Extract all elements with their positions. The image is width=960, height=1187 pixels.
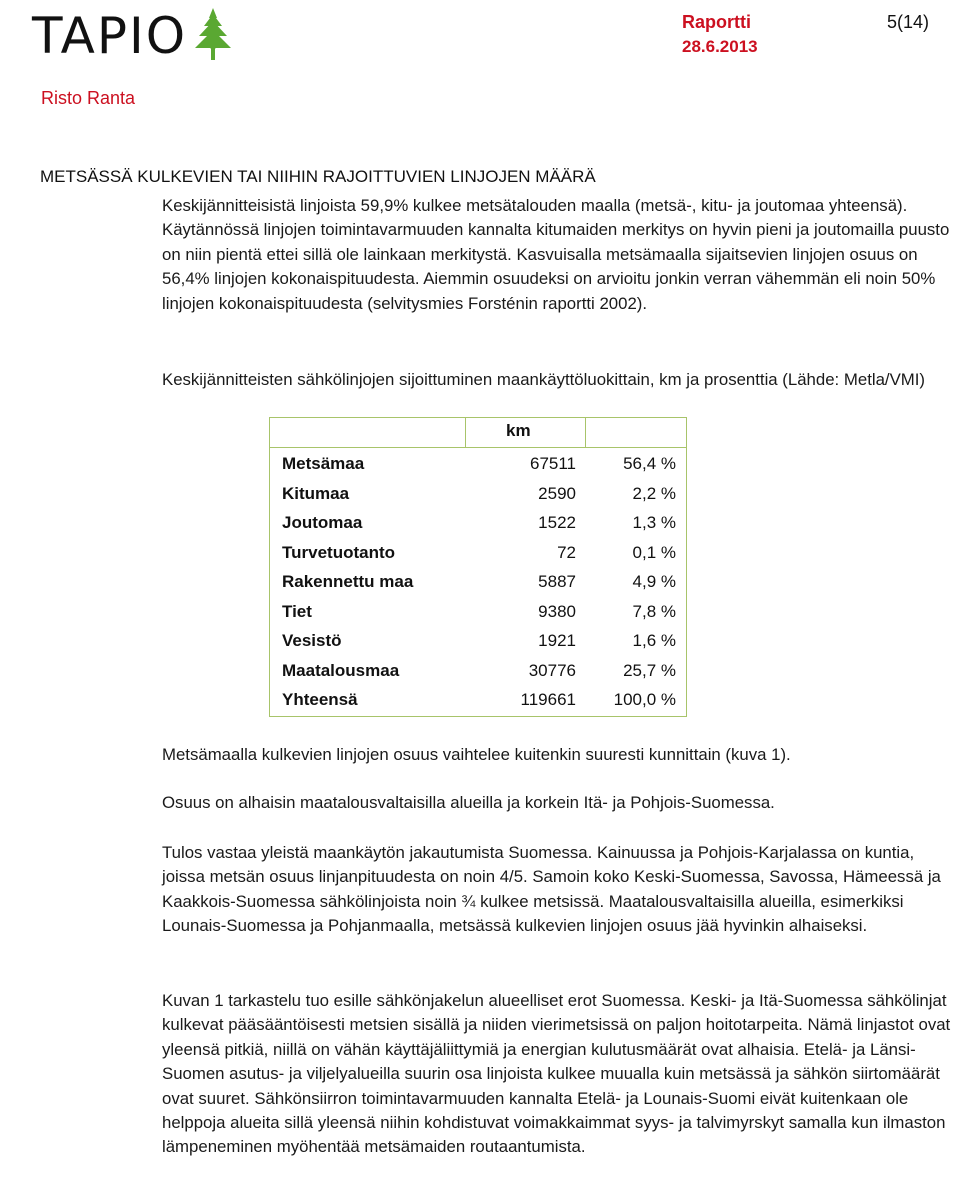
- paragraph-regional-differences: Kuvan 1 tarkastelu tuo esille sähkönjakelun alueelliset erot Suomessa. Keski- ja Itä-Suomessa sähkölinjat kulkevat pääsääntöisesti metsien sisällä ja niiden vierimetsissä on paljon hoitotarpeita. Nämä linjastot ovat yleensä pitkiä, niillä on vähän käyttäjäliittymiä ja energian kulutusmäärät ovat alhaisia. Etelä- ja Länsi-Suomen asutus- ja viljelyalueilla suurin osa linjoista kulkee muualla kuin metsässä ja sähkön siirtomäärät ovat suuret. Sähkönsiirron toimintavarmuuden kannalta Etelä- ja Lounais-Suomi eivät kuitenkaan ole helppoja alueita sillä yleensä niihin kohdistuvat voimakkaimmat syys- ja talvimyrskyt samalla kun ilmaston lämpeneminen myöhentää metsämaiden routaantumista.: [162, 991, 951, 1157]
- table-caption: Keskijännitteisten sähkölinjojen sijoittuminen maankäyttöluokittain, km ja prosenttia (Lähde: Metla/VMI): [162, 370, 925, 389]
- row-percent: 2,2 %: [632, 483, 676, 503]
- row-km: 72: [557, 542, 576, 562]
- report-label: Raportti: [682, 12, 751, 32]
- row-name: Metsämaa: [282, 454, 365, 473]
- row-km: 5887: [538, 572, 576, 591]
- table-row: [270, 599, 686, 629]
- land-use-table: [269, 417, 687, 717]
- row-km: 1921: [538, 631, 576, 650]
- row-km: 30776: [528, 660, 576, 680]
- row-percent: 7,8 %: [632, 601, 676, 621]
- row-percent: 1,6 %: [632, 631, 676, 650]
- paragraph-intro: Keskijännitteisistä linjoista 59,9% kulkee metsätalouden maalla (metsä-, kitu- ja joutomaa yhteensä). Käytännössä linjojen toimintavarmuuden kannalta kitumaiden merkitys on hyvin pieni ja joutomailla puusto on niin pientä ettei sillä ole lainkaan merkitystä. Kasvuisalla metsämaalla sijaitsevien linjojen osuus on 56,4% linjojen kokonaispituudesta. Aiemmin osuudeksi on arvioitu jonkin verran vähemmän eli noin 50% linjojen kokonaispituudesta (selvitysmies Forsténin raportti 2002).: [162, 196, 950, 313]
- row-name: Maatalousmaa: [282, 660, 400, 680]
- row-percent: 1,3 %: [632, 513, 676, 532]
- table-row: [270, 481, 686, 511]
- author-name: Risto Ranta: [41, 88, 136, 108]
- row-percent: 56,4 %: [623, 454, 676, 473]
- table-row: [270, 510, 686, 540]
- row-name: Tiet: [282, 601, 312, 621]
- table-row: [270, 628, 686, 658]
- row-percent: 100,0 %: [613, 690, 676, 709]
- row-name: Kitumaa: [282, 483, 350, 503]
- page-number: 5(14): [887, 12, 930, 32]
- table-header-row: [270, 418, 686, 448]
- row-name: Yhteensä: [282, 690, 358, 709]
- row-name: Turvetuotanto: [282, 542, 396, 562]
- table-row: [270, 569, 686, 599]
- row-percent: 4,9 %: [632, 572, 676, 591]
- row-percent: 25,7 %: [623, 660, 676, 680]
- row-name: Vesistö: [282, 631, 342, 650]
- row-km: 67511: [529, 454, 576, 473]
- logo-text: TAPIO: [32, 7, 188, 65]
- row-percent: 0,1 %: [632, 542, 676, 562]
- tree-logo-icon: [193, 6, 233, 62]
- tapio-logo: [32, 6, 233, 64]
- row-name: Joutomaa: [282, 513, 363, 532]
- table-body: [270, 451, 686, 717]
- header-cell-empty: [270, 418, 466, 448]
- section-heading: METSÄSSÄ KULKEVIEN TAI NIIHIN RAJOITTUVIEN LINJOJEN MÄÄRÄ: [40, 167, 596, 186]
- paragraph-variation: Metsämaalla kulkevien linjojen osuus vaihtelee kuitenkin suuresti kunnittain (kuva 1).: [162, 745, 791, 764]
- row-km: 2590: [538, 483, 576, 503]
- row-name: Rakennettu maa: [282, 572, 414, 591]
- table-row: [270, 451, 686, 481]
- row-km: 119661: [520, 690, 576, 709]
- row-km: 1522: [538, 513, 576, 532]
- paragraph-land-use: Tulos vastaa yleistä maankäytön jakautumista Suomessa. Kainuussa ja Pohjois-Karjalassa on kuntia, joissa metsän osuus linjanpituudesta on noin 4/5. Samoin koko Keski-Suomessa, Savossa, Hämeessä ja Kaakkois-Suomessa sähkölinjoista noin ¾ kulkee metsissä. Maatalousvaltaisilla alueilla, esimerkiksi Lounais-Suomessa ja Pohjanmaalla, metsässä kulkevien linjojen osuus jää hyvinkin alhaiseksi.: [162, 843, 941, 936]
- paragraph-lowest-highest: Osuus on alhaisin maatalousvaltaisilla alueilla ja korkein Itä- ja Pohjois-Suomessa.: [162, 793, 775, 812]
- header-cell-pct: [586, 418, 686, 448]
- page-header: [0, 0, 960, 120]
- row-km: 9380: [538, 601, 576, 621]
- km-column-header: km: [506, 421, 531, 440]
- table-row: [270, 658, 686, 688]
- table-row-total: [270, 687, 686, 717]
- table-row: [270, 540, 686, 570]
- report-date: 28.6.2013: [682, 37, 758, 56]
